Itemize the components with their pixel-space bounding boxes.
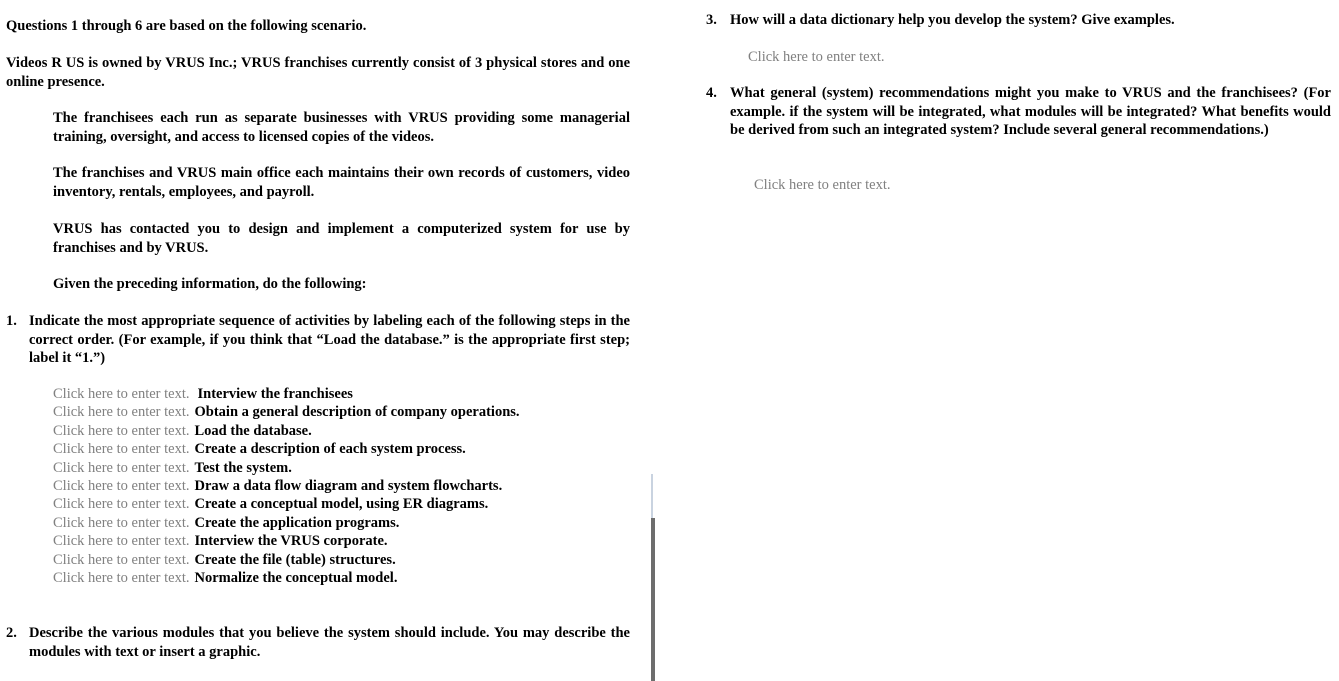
step-label: Normalize the conceptual model. xyxy=(194,569,398,586)
step-label: Interview the franchisees xyxy=(197,386,353,402)
answer-field[interactable]: Click here to enter text. xyxy=(53,404,190,421)
list-item xyxy=(53,440,520,458)
list-item xyxy=(53,495,520,513)
scenario-paragraph-1: Videos R US is owned by VRUS Inc.; VRUS franchises currently consist of 3 physical stores and one online presence. xyxy=(6,55,630,90)
answer-field[interactable]: Click here to enter text. xyxy=(53,533,190,550)
question-2-text: Describe the various modules that you believe the system should include. You may describe the modules with text or insert a graphic. xyxy=(29,625,630,660)
step-label: Load the database. xyxy=(194,422,312,439)
list-item xyxy=(53,459,520,477)
answer-field[interactable]: Click here to enter text. xyxy=(53,422,190,439)
answer-field[interactable]: Click here to enter text. xyxy=(53,459,190,476)
step-label: Create the file (table) structures. xyxy=(194,551,396,568)
question-3-number: 3. xyxy=(706,12,717,28)
answer-field[interactable]: Click here to enter text. xyxy=(53,569,190,586)
step-label: Test the system. xyxy=(194,459,292,476)
scrollbar-thumb[interactable] xyxy=(651,518,655,681)
step-label: Interview the VRUS corporate. xyxy=(194,533,388,550)
question-1-text: Indicate the most appropriate sequence of activities by labeling each of the following steps in the correct order. (For example, if you think that “Load the database.” is the appropriate first step; label it “1.”) xyxy=(29,313,630,366)
answer-field[interactable]: Click here to enter text. xyxy=(53,386,190,402)
step-label: Create the application programs. xyxy=(194,514,400,531)
question-3 xyxy=(706,11,1331,31)
answer-field[interactable]: Click here to enter text. xyxy=(53,441,190,458)
question-3-text: How will a data dictionary help you develop the system? Give examples. xyxy=(730,12,1175,28)
list-item xyxy=(53,403,520,421)
step-label: Create a description of each system process. xyxy=(194,441,466,458)
answer-field[interactable]: Click here to enter text. xyxy=(53,496,190,513)
answer-field[interactable]: Click here to enter text. xyxy=(754,177,891,193)
question-4 xyxy=(706,84,1331,160)
list-item xyxy=(53,551,520,569)
question-4-number: 4. xyxy=(706,85,717,101)
question-4-text: What general (system) recommendations might you make to VRUS and the franchisees? (For example. if the system will be integrated, what modules will be integrated? What benefits would be derived from such an integrated system? Include several general recommendations.) xyxy=(730,85,1331,138)
step-list xyxy=(53,385,520,587)
step-label: Create a conceptual model, using ER diagrams. xyxy=(194,496,489,513)
step-label: Obtain a general description of company operations. xyxy=(194,404,520,421)
answer-field[interactable]: Click here to enter text. xyxy=(53,477,190,494)
list-item xyxy=(53,477,520,495)
answer-field[interactable]: Click here to enter text. xyxy=(53,514,190,531)
scenario-heading: Questions 1 through 6 are based on the following scenario. xyxy=(6,18,367,34)
question-2-number: 2. xyxy=(6,625,17,641)
answer-field[interactable]: Click here to enter text. xyxy=(748,49,885,65)
question-1 xyxy=(6,312,630,372)
scenario-paragraph-4: VRUS has contacted you to design and implement a computerized system for use by franchises and by VRUS. xyxy=(53,221,630,256)
question-1-number: 1. xyxy=(6,313,17,329)
list-item xyxy=(53,385,520,403)
scrollbar-track xyxy=(651,474,653,518)
list-item xyxy=(53,532,520,550)
scenario-paragraph-5: Given the preceding information, do the following: xyxy=(53,276,367,292)
answer-field[interactable]: Click here to enter text. xyxy=(53,551,190,568)
list-item xyxy=(53,514,520,532)
scenario-paragraph-2: The franchisees each run as separate businesses with VRUS providing some managerial training, oversight, and access to licensed copies of the videos. xyxy=(53,110,630,145)
step-label: Draw a data flow diagram and system flowcharts. xyxy=(194,477,503,494)
scenario-paragraph-3: The franchises and VRUS main office each maintains their own records of customers, video inventory, rentals, employees, and payroll. xyxy=(53,165,630,200)
list-item xyxy=(53,422,520,440)
question-2 xyxy=(6,624,630,664)
list-item xyxy=(53,569,520,587)
